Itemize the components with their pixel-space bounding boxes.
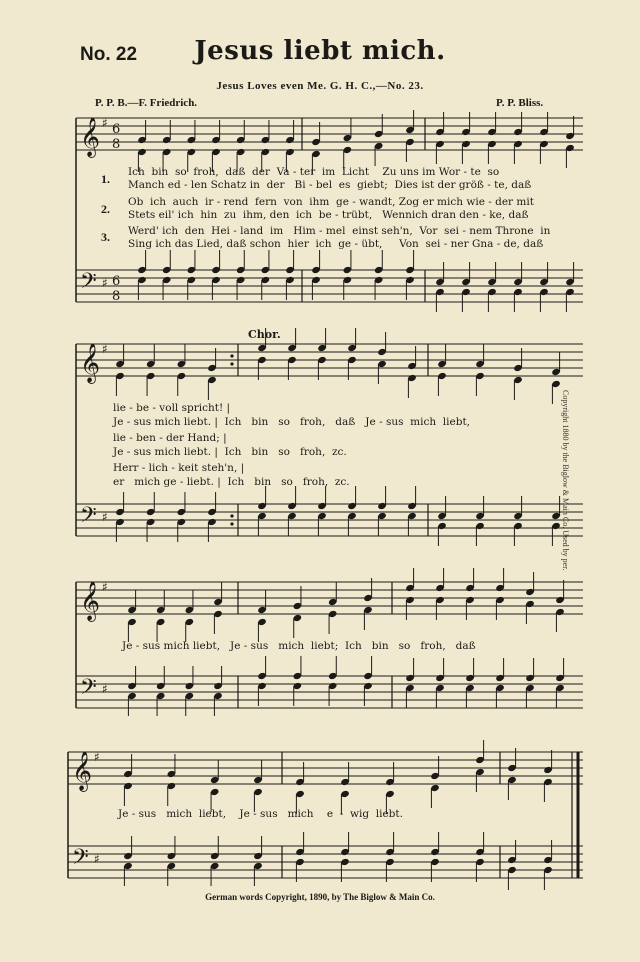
key-sharp: ♯	[94, 852, 100, 866]
lyric-s2-l4: Je - sus mich liebt. | Ich bin so froh, zc.	[113, 446, 347, 458]
footer-copyright: German words Copyright, 1890, by The Biglow & Main Co.	[205, 892, 435, 902]
key-sharp: ♯	[102, 276, 108, 290]
lyric-s2-l3: lie - ben - der Hand; |	[113, 432, 227, 444]
repeat-dot	[230, 354, 233, 357]
hymn-subtitle: Jesus Loves even Me. G. H. C.,—No. 23.	[216, 80, 424, 92]
hymn-title: Jesus liebt mich.	[194, 36, 446, 66]
key-sharp: ♯	[102, 116, 108, 130]
key-sharp: ♯	[102, 342, 108, 356]
bass-clef: 𝄢	[80, 675, 97, 705]
bass-staff	[68, 846, 583, 878]
treble-clef: 𝄞	[72, 751, 93, 791]
key-sharp: ♯	[102, 682, 108, 696]
bass-clef: 𝄢	[80, 269, 97, 299]
bass-staff	[76, 270, 583, 302]
repeat-dot	[230, 514, 233, 517]
time-sig-bottom: 8	[112, 137, 121, 152]
lyric-v2-line2: Stets eil' ich hin zu ihm, den ich be - trübt, Wennich dran den - ke, daß	[128, 209, 529, 221]
lyric-s2-l2: Je - sus mich liebt. | Ich bin so froh, daß Je - sus mich liebt,	[113, 416, 471, 428]
time-sig-bottom: 8	[112, 289, 121, 304]
lyric-v1-line2: Manch ed - len Schatz in der Bi - bel es giebt; Dies ist der größ - te, daß	[128, 179, 532, 191]
verse-number-3: 3.	[101, 230, 110, 244]
lyric-s3: Je - sus mich liebt, Je - sus mich liebt; Ich bin so froh, daß	[122, 640, 476, 652]
bass-clef: 𝄢	[80, 503, 97, 533]
lyric-s2-l1: lie - be - voll spricht! |	[113, 402, 231, 414]
lyric-s4: Je - sus mich liebt, Je - sus mich e - wig liebt.	[118, 808, 403, 820]
bass-clef: 𝄢	[72, 845, 89, 875]
lyric-v2-line1: Ob ich auch ir - rend fern von ihm ge - wandt, Zog er mich wie - der mit	[128, 196, 534, 208]
key-sharp: ♯	[102, 510, 108, 524]
chorus-label: Chor.	[248, 328, 281, 341]
time-sig-top: 6	[112, 122, 121, 137]
composer-credit: P. P. Bliss.	[496, 97, 544, 109]
repeat-dot	[230, 522, 233, 525]
verse-number-2: 2.	[101, 202, 110, 216]
treble-staff	[76, 582, 583, 614]
lyric-s2-l5: Herr - lich - keit steh'n, |	[113, 462, 245, 474]
repeat-dot	[230, 362, 233, 365]
treble-staff	[68, 752, 583, 784]
treble-clef: 𝄞	[80, 343, 101, 383]
key-sharp: ♯	[94, 750, 100, 764]
side-copyright-note: Copyright 1880 by the Biglow & Main Co. Used by per.	[561, 390, 570, 571]
hymn-number: No. 22	[80, 44, 138, 65]
treble-staff	[76, 118, 583, 150]
lyric-v1-line1: Ich bin so froh, daß der Va - ter im Licht Zu uns im Wor - te so	[128, 166, 500, 178]
time-sig-top: 6	[112, 274, 121, 289]
treble-clef: 𝄞	[80, 581, 101, 621]
lyric-v3-line2: Sing ich das Lied, daß schon hier ich ge - übt, Von sei - ner Gna - de, daß	[128, 238, 544, 250]
key-sharp: ♯	[102, 580, 108, 594]
lyric-v3-line1: Werd' ich den Hei - land im Him - mel einst seh'n, Vor sei - nem Throne in	[128, 225, 551, 237]
treble-staff	[76, 344, 583, 376]
treble-clef: 𝄞	[80, 117, 101, 157]
verse-number-1: 1.	[101, 172, 110, 186]
lyric-s2-l6: er mich ge - liebt. | Ich bin so froh, zc.	[113, 476, 350, 488]
poet-credit: P. P. B.—F. Friedrich.	[95, 97, 198, 109]
